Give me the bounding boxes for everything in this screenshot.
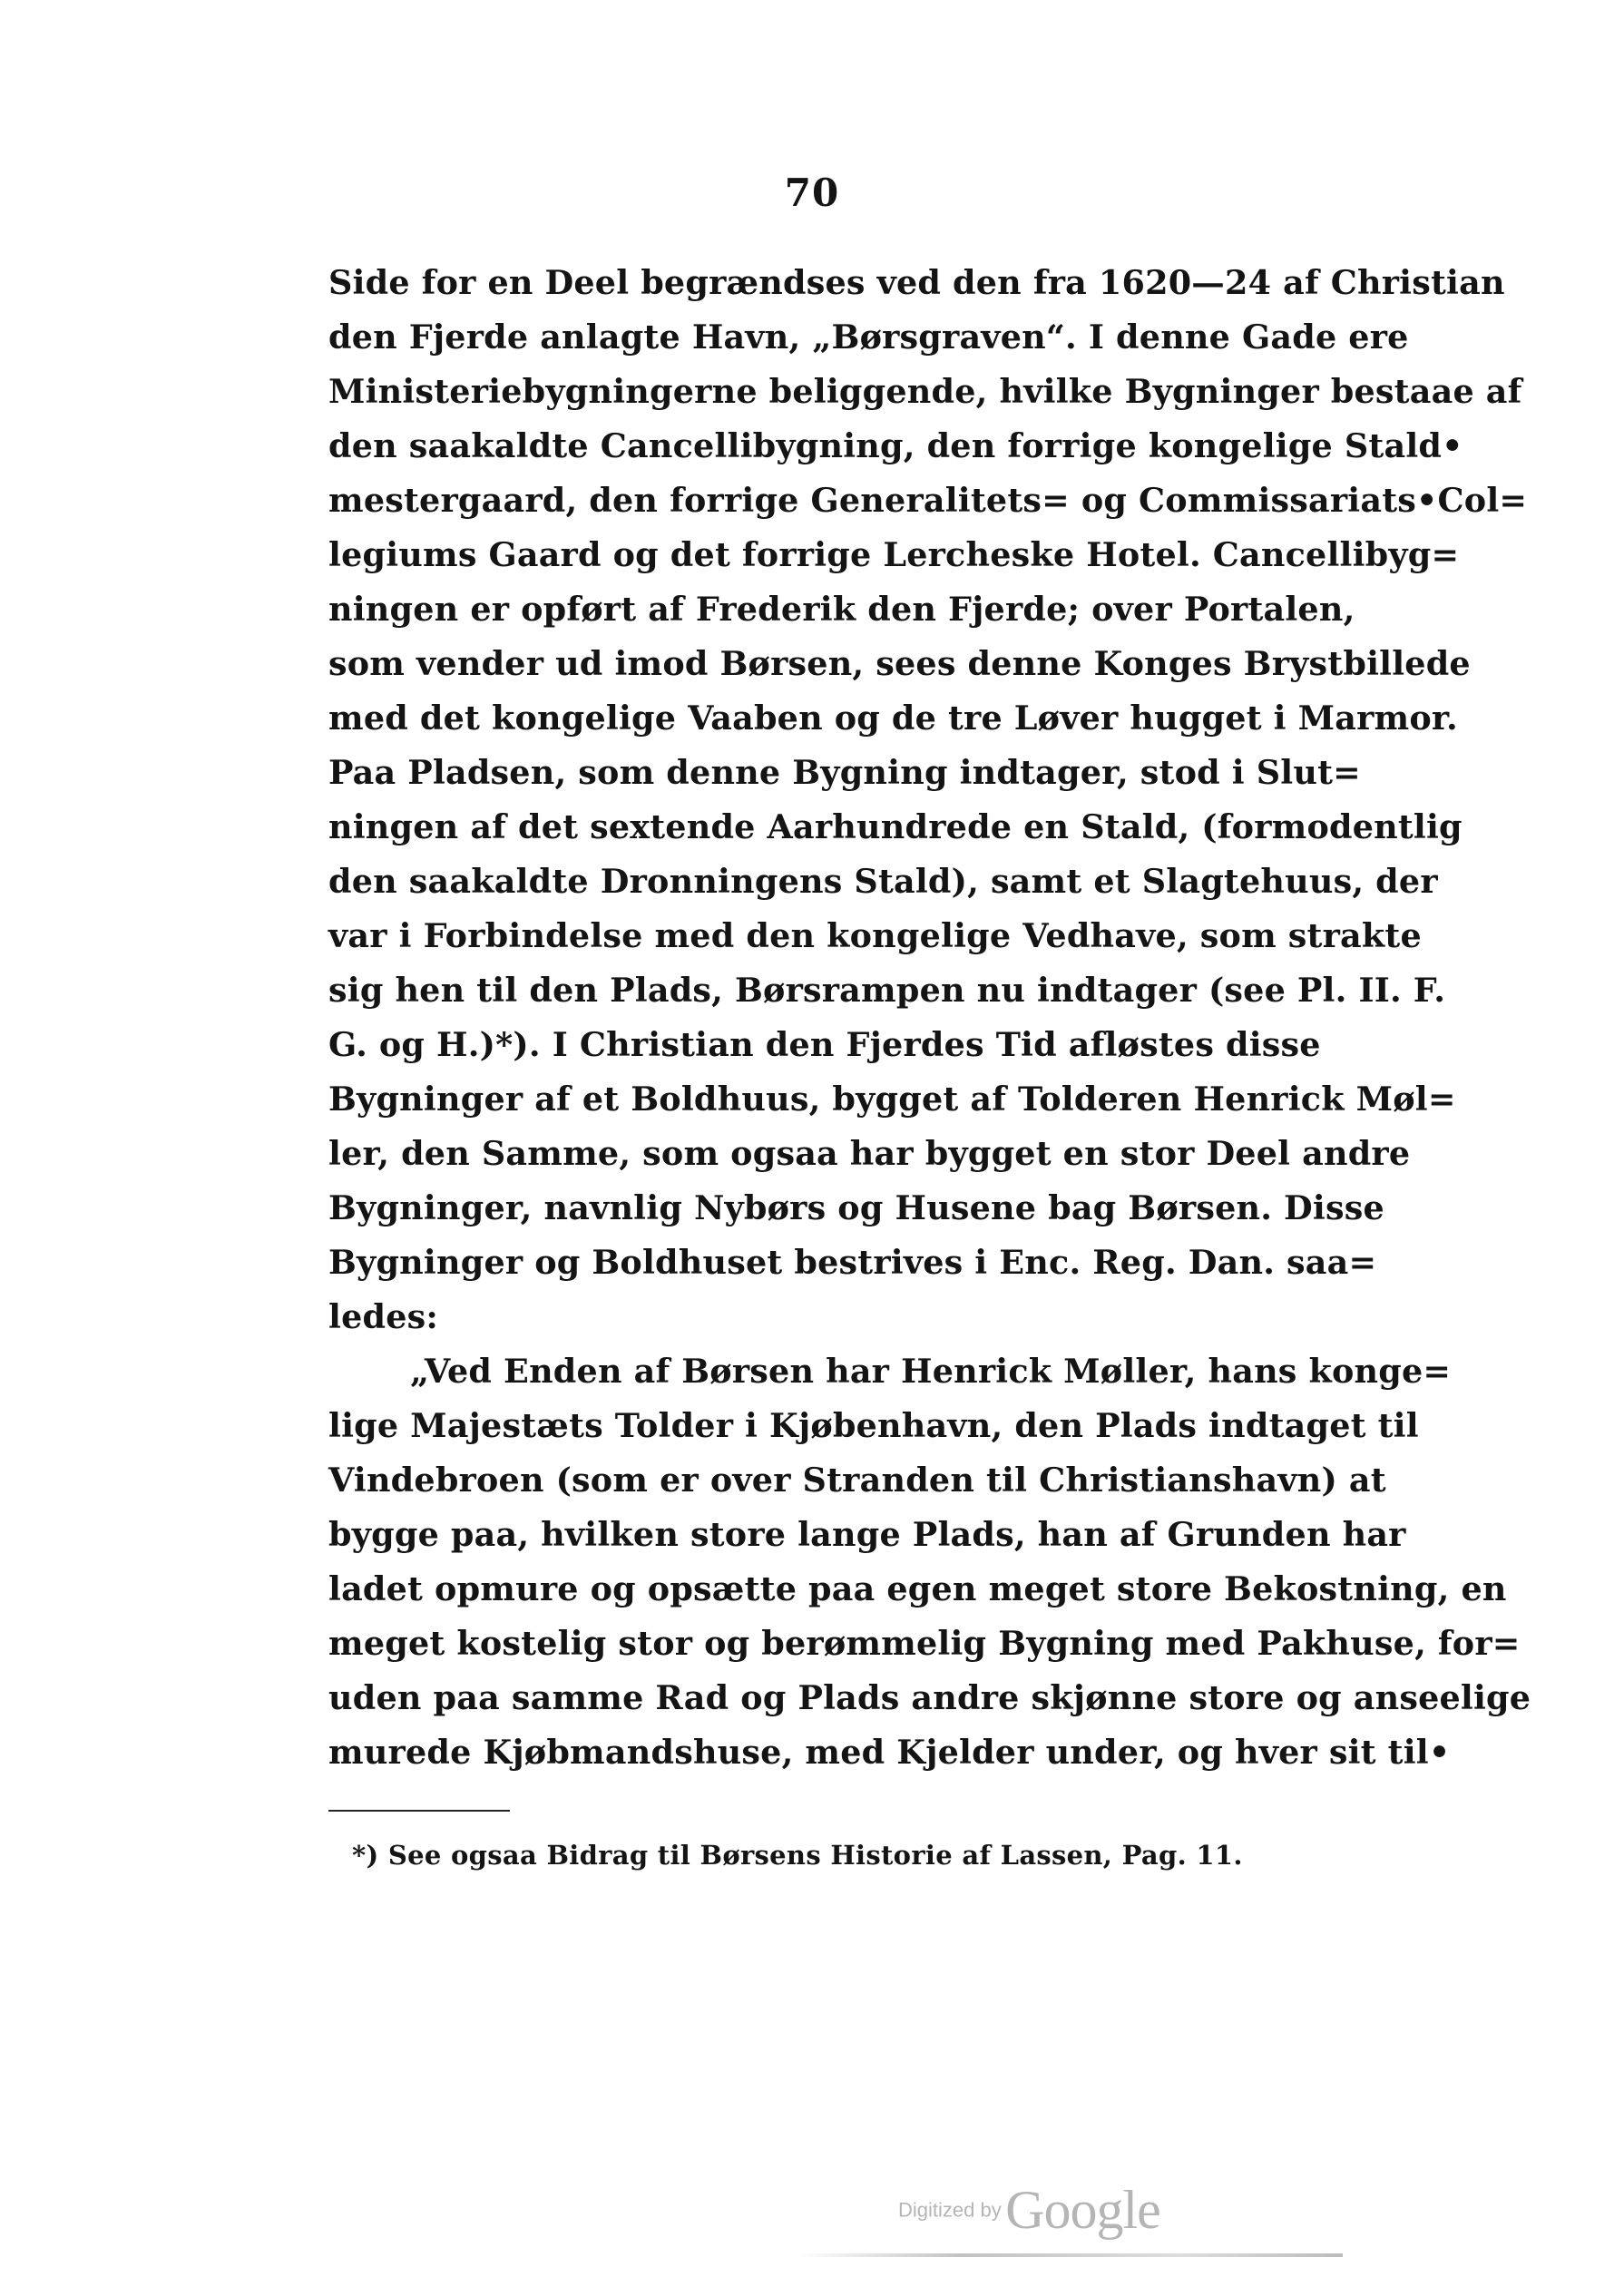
text-line: med det kongelige Vaaben og de tre Løver hugget i Marmor.: [328, 699, 1458, 738]
text-line: ningen er opført af Frederik den Fjerde; over Portalen,: [328, 590, 1355, 629]
text-line: legiums Gaard og det forrige Lercheske Hotel. Cancellibyg=: [328, 535, 1460, 574]
text-line: Paa Pladsen, som denne Bygning indtager, stod i Slut=: [328, 753, 1361, 792]
text-line: mestergaard, den forrige Generalitets= og Commissariats•Col=: [328, 481, 1528, 520]
text-line: Bygninger, navnlig Nybørs og Husene bag Børsen. Disse: [328, 1188, 1384, 1227]
text-line: ningen af det sextende Aarhundrede en Stald, (formodentlig: [328, 807, 1463, 846]
text-line: lige Majestæts Tolder i Kjøbenhavn, den Plads indtaget til: [328, 1406, 1419, 1445]
footnote: *) See ogsaa Bidrag til Børsens Historie af Lassen, Pag. 11.: [352, 1840, 1243, 1871]
text-line: Side for en Deel begrændses ved den fra 1620—24 af Christian: [328, 263, 1505, 302]
text-line: Ministeriebygningerne beliggende, hvilke Bygninger bestaae af: [328, 372, 1522, 411]
text-line: uden paa samme Rad og Plads andre skjønne store og anseelige: [328, 1678, 1531, 1717]
text-line: Vindebroen (som er over Stranden til Christianshavn) at: [328, 1461, 1386, 1500]
scan-edge-artifact: [798, 2253, 1343, 2257]
google-logo: Google: [1005, 2180, 1160, 2240]
text-line: meget kostelig stor og berømmelig Bygning med Pakhuse, for=: [328, 1624, 1521, 1663]
text-line: G. og H.)*). I Christian den Fjerdes Tid afløstes disse: [328, 1025, 1321, 1064]
text-line: ler, den Samme, som ogsaa har bygget en stor Deel andre: [328, 1134, 1411, 1173]
footnote-divider: [328, 1810, 510, 1812]
text-line: som vender ud imod Børsen, sees denne Konges Brystbillede: [328, 644, 1471, 683]
page-number: 70: [784, 171, 840, 215]
watermark-prefix: Digitized by: [898, 2198, 1002, 2222]
text-line: den Fjerde anlagte Havn, „Børsgraven“. I denne Gade ere: [328, 318, 1409, 357]
text-line: „Ved Enden af Børsen har Henrick Møller, hans konge=: [410, 1352, 1452, 1391]
text-line: Bygninger og Boldhuset bestrives i Enc. Reg. Dan. saa=: [328, 1243, 1377, 1282]
digitized-watermark: [898, 2179, 1160, 2242]
text-line: murede Kjøbmandshuse, med Kjelder under, og hver sit til•: [328, 1733, 1451, 1772]
text-line: den saakaldte Dronningens Stald), samt et Slagtehuus, der: [328, 862, 1438, 901]
text-line: bygge paa, hvilken store lange Plads, han af Grunden har: [328, 1515, 1406, 1554]
text-line: sig hen til den Plads, Børsrampen nu indtager (see Pl. II. F.: [328, 971, 1446, 1010]
text-line: Bygninger af et Boldhuus, bygget af Tolderen Henrick Møl=: [328, 1080, 1456, 1119]
body-text: [328, 256, 1531, 1780]
text-line: ladet opmure og opsætte paa egen meget store Bekostning, en: [328, 1569, 1507, 1608]
text-line: den saakaldte Cancellibygning, den forrige kongelige Stald•: [328, 426, 1463, 465]
text-line: var i Forbindelse med den kongelige Vedhave, som strakte: [328, 916, 1422, 955]
text-line: ledes:: [328, 1297, 439, 1336]
